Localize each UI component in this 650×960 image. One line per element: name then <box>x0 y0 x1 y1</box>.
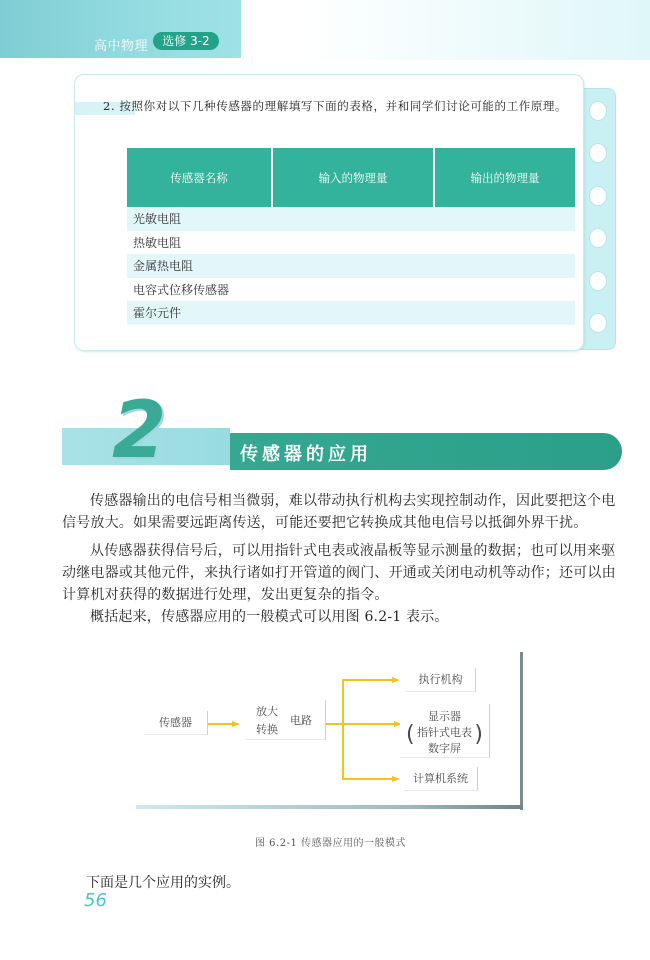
exercise-card <box>74 74 584 351</box>
binder-hole-icon <box>589 313 607 333</box>
wire <box>342 679 394 681</box>
input-cell[interactable] <box>272 207 434 231</box>
sensor-name-cell: 电容式位移传感器 <box>133 282 230 297</box>
output-cell[interactable] <box>434 207 575 231</box>
column-header-sensor-name: 传感器名称 <box>127 148 272 207</box>
section-number: 2 <box>112 386 167 476</box>
paragraph-2: 从传感器获得信号后，可以用指针式电表或液晶板等显示测量的数据；也可以用来驱动继电器或其他元件，来执行诸如打开管道的阀门、开通或关闭电动机等动作；还可以由计算机对获得的数据进行处理，发出更复杂的指令。 <box>62 543 616 603</box>
column-header-input: 输入的物理量 <box>272 148 434 207</box>
paragraph-1: 传感器输出的电信号相当微弱，难以带动执行机构去实现控制动作，因此要把这个电信号放大。如果需要远距离传送，可能还要把它转换成其他电信号以抵御外界干扰。 <box>62 493 616 531</box>
sensor-name-cell: 霍尔元件 <box>127 301 272 325</box>
table-row <box>127 278 575 302</box>
sensor-application-diagram <box>130 652 525 810</box>
output-cell[interactable] <box>434 231 575 255</box>
node-computer-system: 计算机系统 <box>404 767 478 791</box>
closing-sentence: 下面是几个应用的实例。 <box>86 875 240 891</box>
circuit-label-convert: 转换 <box>256 723 278 736</box>
sensor-table <box>127 148 575 325</box>
binder-hole-icon <box>589 101 607 121</box>
figure-caption: 图 6.2-1 传感器应用的一般模式 <box>255 838 407 849</box>
display-item-screen: 数字屏 <box>428 742 461 755</box>
node-amplifier-circuit <box>246 700 326 740</box>
wire <box>342 778 394 780</box>
sensor-name-cell: 热敏电阻 <box>133 235 182 250</box>
sensor-name-cell: 金属热电阻 <box>127 254 272 278</box>
sensor-name-cell: 光敏电阻 <box>127 207 272 231</box>
header-fade <box>300 0 650 60</box>
volume-badge: 选修 3-2 <box>153 32 219 50</box>
binder-tab-strip <box>580 88 616 350</box>
book-subject: 高中物理 <box>94 39 149 54</box>
node-display <box>400 704 490 758</box>
wire <box>326 723 396 725</box>
input-cell[interactable] <box>272 231 434 255</box>
input-cell[interactable] <box>272 301 434 325</box>
output-cell[interactable] <box>434 278 575 302</box>
arrow-icon <box>392 677 400 683</box>
node-sensor: 传感器 <box>144 711 208 735</box>
page-number: 56 <box>84 890 107 911</box>
arrow-icon <box>232 721 240 727</box>
column-header-output: 输出的物理量 <box>434 148 575 207</box>
left-brace-icon: ( <box>406 722 415 747</box>
right-brace-icon: ) <box>474 722 483 747</box>
display-item-meter: 指针式电表 <box>417 726 472 739</box>
section-title: 传感器的应用 <box>240 444 372 465</box>
input-cell[interactable] <box>272 254 434 278</box>
arrow-icon <box>392 776 400 782</box>
output-cell[interactable] <box>434 254 575 278</box>
circuit-label-amplify: 放大 <box>256 705 278 718</box>
paragraph-3: 概括起来，传感器应用的一般模式可以用图 6.2-1 表示。 <box>90 609 449 625</box>
table-row <box>127 231 575 255</box>
exercise-prompt: 2. 按照你对以下几种传感器的理解填写下面的表格，并和同学们讨论可能的工作原理。 <box>103 99 568 113</box>
output-cell[interactable] <box>434 301 575 325</box>
circuit-label-suffix: 电路 <box>290 714 312 727</box>
binder-hole-icon <box>589 228 607 248</box>
table-row <box>127 207 575 231</box>
binder-hole-icon <box>589 143 607 163</box>
wire <box>342 679 344 780</box>
binder-hole-icon <box>589 271 607 291</box>
table-row <box>127 254 575 278</box>
wire <box>208 723 234 725</box>
input-cell[interactable] <box>272 278 434 302</box>
node-actuator: 执行机构 <box>406 668 476 692</box>
table-row <box>127 301 575 325</box>
display-title: 显示器 <box>428 710 461 723</box>
binder-hole-icon <box>589 186 607 206</box>
